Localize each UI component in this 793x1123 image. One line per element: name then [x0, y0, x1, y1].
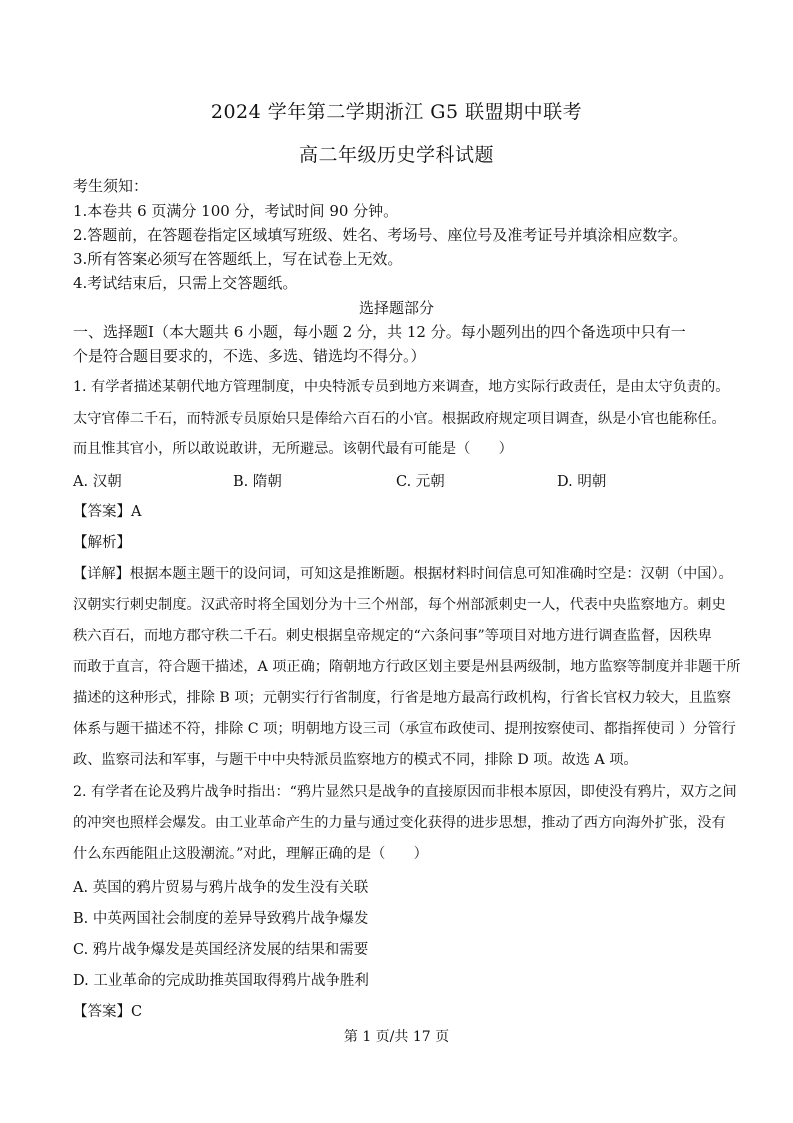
option-d: D. 明朝	[557, 474, 607, 490]
option-b: B. 隋朝	[233, 474, 282, 490]
option-a: A. 英国的鸦片贸易与鸦片战争的发生没有关联	[73, 880, 369, 896]
detail-line: 汉朝实行刺史制度。汉武帝时将全国划分为十三个州部，每个州部派刺史一人，代表中央监察地方。刺史	[73, 597, 726, 613]
exam-subtitle: 高二年级历史学科试题	[298, 144, 494, 166]
detail-line: 描述的这种形式，排除 B 项；元朝实行行省制度，行省是地方最高行政机构，行省长官权力较大，且监察	[73, 690, 731, 706]
notice-item: 4.考试结束后，只需上交答题纸。	[73, 274, 298, 292]
page-number: 第 1 页/共 17 页	[343, 1029, 450, 1045]
question-stem: 的冲突也照样会爆发。由工业革命产生的力量与通过变化获得的进步思想，推动了西方向海外扩张，没有	[73, 815, 726, 831]
detail-text: 根据本题主题干的设问词，可知这是推断题。根据材料时间信息可知准确时空是：汉朝（中国）。	[129, 566, 733, 582]
notice-item: 2.答题前，在答题卷指定区域填写班级、姓名、考场号、座位号及准考证号并填涂相应数字。	[73, 226, 688, 244]
exam-title: 2024 学年第二学期浙江 G5 联盟期中联考	[210, 101, 583, 123]
detail-line: 体系与题干描述不符，排除 C 项；明朝地方设三司（承宣布政使司、提刑按察使司、都指挥使司 ）分管行	[73, 721, 736, 737]
answer-line	[73, 1000, 142, 1021]
question-stem: 太守官俸二千石，而特派专员原始只是俸给六百石的小官。根据政府规定项目调查，纵是小官也能称任。	[73, 411, 726, 427]
section-heading: 选择题部分	[358, 299, 434, 317]
notice-item: 1.本卷共 6 页满分 100 分，考试时间 90 分钟。	[73, 202, 399, 220]
question-stem: 1. 有学者描述某朝代地方管理制度，中央特派专员到地方来调查，地方实际行政责任，是由太守负责的。	[73, 379, 730, 395]
analysis-tag: 【解析】	[73, 535, 131, 551]
notice-item: 3.所有答案必须写在答题纸上，写在试卷上无效。	[73, 250, 403, 268]
detail-line	[73, 563, 733, 583]
answer-tag: 【答案】	[73, 504, 131, 520]
option-c: C. 元朝	[396, 474, 445, 490]
answer-value: A	[131, 504, 142, 520]
section-intro: 个是符合题目要求的，不选、多选、错选均不得分。）	[73, 347, 426, 365]
question-stem: 而且惟其官小，所以敢说敢讲，无所避忌。该朝代最有可能是（ ）	[73, 441, 513, 457]
detail-tag: 【详解】	[73, 566, 130, 582]
answer-value: C	[131, 1004, 143, 1020]
option-c: C. 鸦片战争爆发是英国经济发展的结果和需要	[73, 942, 369, 958]
option-d: D. 工业革命的完成助推英国取得鸦片战争胜利	[73, 973, 369, 989]
option-b: B. 中英两国社会制度的差异导致鸦片战争爆发	[73, 911, 369, 927]
detail-line: 而敢于直言，符合题干描述，A 项正确；隋朝地方行政区划主要是州县两级制，地方监察等制度并非题干所	[73, 659, 741, 675]
option-a: A. 汉朝	[73, 474, 122, 490]
notice-heading: 考生须知：	[73, 177, 149, 195]
question-stem: 什么东西能阻止这股潮流。”对此，理解正确的是（ ）	[73, 846, 428, 862]
detail-line: 秩六百石，而地方郡守秩二千石。刺史根据皇帝规定的“六条问事”等项目对地方进行调查监督，因秩卑	[73, 628, 712, 644]
answer-tag: 【答案】	[73, 1004, 131, 1020]
detail-line: 政、监察司法和军事，与题干中中央特派员监察地方的模式不同，排除 D 项。故选 A 项。	[73, 752, 638, 768]
answer-line	[73, 500, 141, 521]
section-intro: 一、选择题Ⅰ（本大题共 6 小题，每小题 2 分，共 12 分。每小题列出的四个备选项中只有一	[73, 323, 686, 341]
question-stem: 2. 有学者在论及鸦片战争时指出：“鸦片显然只是战争的直接原因而非根本原因，即使没有鸦片，双方之间	[73, 784, 737, 800]
